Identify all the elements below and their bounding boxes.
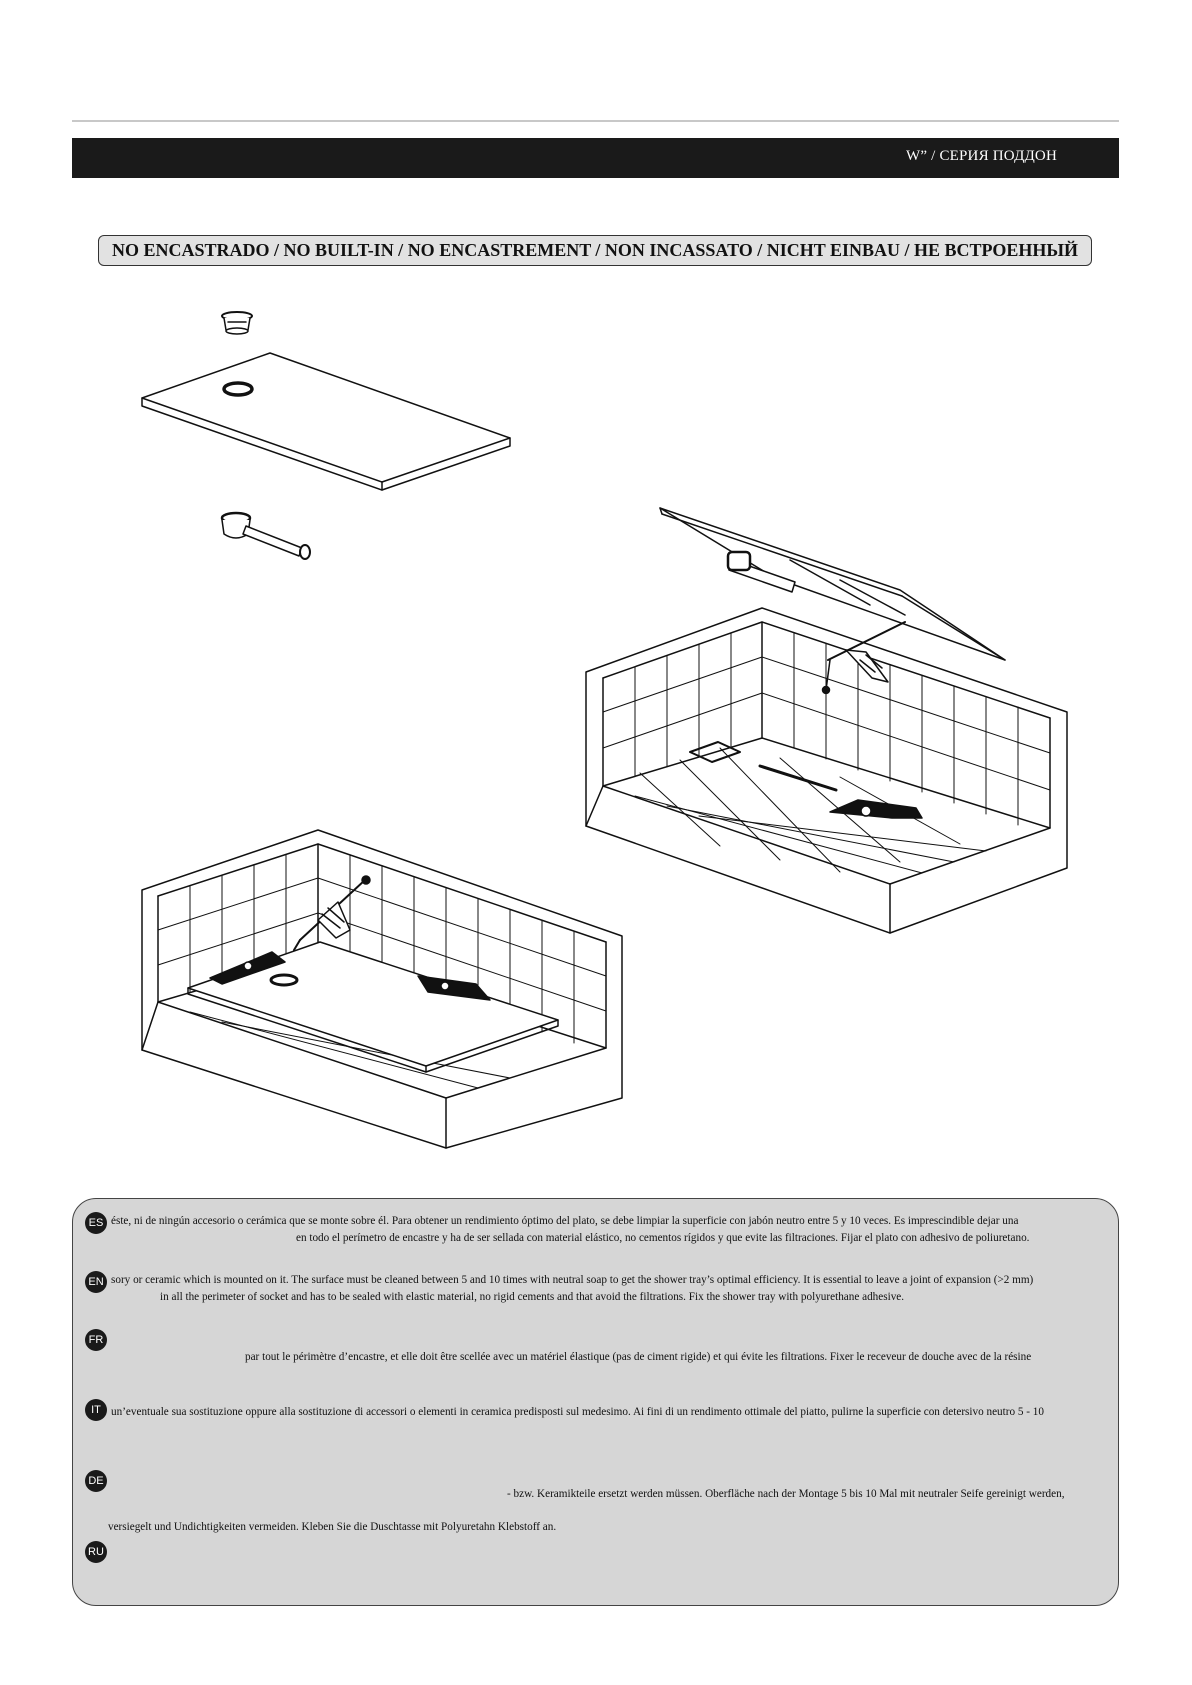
corner-installation-left <box>142 830 622 1148</box>
instruction-de-line-1: - bzw. Keramikteile ersetzt werden müssen. Oberfläche nach der Montage 5 bis 10 Mal mit neutraler Seife gereinigt werden, <box>507 1488 1065 1500</box>
waste-pipe-illustration <box>222 513 310 559</box>
instruction-de-line-2: versiegelt und Undichtigkeiten vermeiden. Kleben Sie die Duschtasse mit Polyuretahn Klebstoff an. <box>108 1521 557 1533</box>
language-badge-en: EN <box>85 1271 107 1293</box>
instruction-es-line-2: en todo el perímetro de encastre y ha de ser sellada con material elástico, no cementos rígidos y que evite las filtraciones. Fijar el plato con adhesivo de poliuretano. <box>296 1232 1030 1244</box>
instruction-es-line-1: éste, ni de ningún accesorio o cerámica que se monte sobre él. Para obtener un rendimiento óptimo del plato, se debe limpiar la superficie con jabón neutro entre 5 y 10 veces. Es imprescindible dejar una <box>111 1215 1019 1227</box>
instruction-en-line-1: sory or ceramic which is mounted on it. The surface must be cleaned between 5 and 10 times with neutral soap to get the shower tray’s optimal efficiency. It is essential to leave a joint of expansion (>2 mm) <box>111 1274 1034 1286</box>
language-badge-ru: RU <box>85 1541 107 1563</box>
language-badge-it: IT <box>85 1399 107 1421</box>
corner-installation-right <box>586 508 1067 933</box>
instruction-en-line-2: in all the perimeter of socket and has to be sealed with elastic material, no rigid cements and that avoid the filtrations. Fix the shower tray with polyurethane adhesive. <box>160 1291 905 1303</box>
drain-cap-illustration <box>222 312 252 334</box>
shower-tray-illustration <box>142 353 510 490</box>
language-badge-de: DE <box>85 1470 107 1492</box>
series-title: W” / СЕРИЯ ПОДДОН <box>905 148 1057 164</box>
language-badge-es: ES <box>85 1212 107 1234</box>
instructions-panel <box>72 1198 1119 1606</box>
language-badge-fr: FR <box>85 1329 107 1351</box>
instruction-fr-line-2: par tout le périmètre d’encastre, et elle doit être scellée avec un matériel élastique (pas de ciment rigide) et qui évite les filtrations. Fixer le receveur de douche avec de la résine <box>245 1351 1032 1363</box>
install-type-text: NO ENCASTRADO / NO BUILT-IN / NO ENCASTREMENT / NON INCASSATO / NICHT EINBAU / НЕ ВСТРОЕННЫЙ <box>111 240 1079 260</box>
instruction-it-line-1: un’eventuale sua sostituzione oppure alla sostituzione di accessori o elementi in ceramica predisposti sul medesimo. Ai fini di un rendimento ottimale del piatto, pulirne la superficie con detersivo neutro 5 - 10 <box>111 1406 1044 1418</box>
